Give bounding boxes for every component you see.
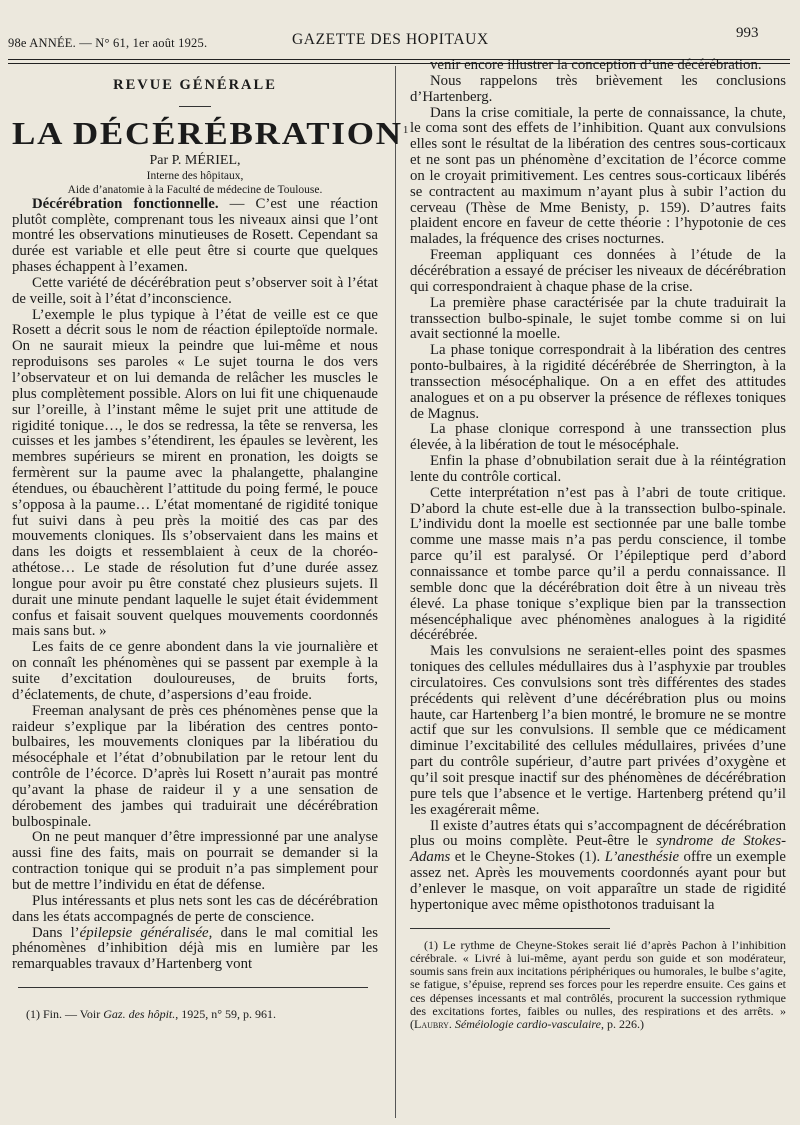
body-paragraph: Dans la crise comitiale, la perte de connaissance, la chute, le coma sont des effets de l’inhibition. Quant aux convulsions elles sont le résultat de la libération des centres sous-corticaux et ne sont pas un phénomène d’excitation de l’écorce comme on le croyait primitivement. Les centres sous-corticaux libérés se contractent au maximum n’ayant plus à subir l’action du cerveau (Thèse de Mme Benisty, p. 159). D’autres faits plaident encore en faveur de cette théorie : l’hypotonie de ces malades, la fréquence des crises nocturnes. <box>410 104 786 248</box>
lead-heading: Décérébration fonctionnelle. <box>32 195 219 212</box>
body-paragraph: Enfin la phase d’obnubilation serait due à la réintégration lente du contrôle cortical. <box>410 453 786 485</box>
body-paragraph: Cette variété de décérébration peut s’observer soit à l’état de veille, soit à l’état d’inconscience. <box>12 274 378 307</box>
footnote-left: (1) Fin. — Voir Gaz. des hôpit., 1925, n° 59, p. 961. <box>26 1007 277 1022</box>
section-title: REVUE GÉNÉRALE <box>113 77 277 93</box>
body-paragraph: L’exemple le plus typique à l’état de veille est ce que Rosett a décrit sous le nom de réaction épileptoïde normale. On ne saurait mieux la peindre que lui-même et nous reproduisons ses paroles « Le sujet tourna le dos vers l’observateur et on lui demanda de relâcher les muscles le plus complètement possible. Alors on lui fit une chiquenaude sur l’oreille, à l’instant même le sujet prit une attitude de rigidité tonique…, le dos se redressa, la tête se renversa, les cuisses et les jambes s’étendirent, les épaules se levèrent, les membres supérieurs se mirent en pronation, les doigts se fermèrent sur la paume avec la phalangette, phalangine étendues, ou ébauchèrent l’attitude du poing fermé, le pouce s’opposa à la paume… L’état momentané de rigidité tonique fut suivi dans à peu près la moitié des cas par des mouvements cloniques. Ils s’observaient dans les mains et dans les doigts et ressemblaient à ceux de la choréo-athétose… Le stade de résolution fut d’une durée assez longue pour avoir pu être constaté chez plusieurs sujets. Il durait une minute pendant laquelle le sujet était évidemment confus et faisait souvent quelques mouvements coordonnés mais sans but. » <box>12 306 378 640</box>
title-rule <box>179 106 211 107</box>
body-paragraph: Freeman analysant de près ces phénomènes pense que la raideur s’explique par la libération des centres ponto-bulbaires, les mouvements cloniques par la libératiou du mésocéphale et l’état d’obnubilation par le retour lent du contrôle de l’écorce. D’après lui Rosett n’aurait pas montré qu’avant la phase de raideur il y a une sensation de dérobement des jambes qui traduirait une décérébration bulbospinale. <box>12 702 378 830</box>
issue-info: 98e ANNÉE. — N° 61, 1er août 1925. <box>8 36 208 50</box>
body-paragraph: Plus intéressants et plus nets sont les cas de décérébration dans les états accompagnés de perte de conscience. <box>12 892 378 925</box>
body-paragraph: La phase tonique correspondrait à la libération des centres ponto-bulbaires, à la rigidité décérébrée de Sherrington, à la transsection mésocéphalique. On a en effet des attitudes analogues et on a pu observer la présence de réflexes toniques de Magnus. <box>410 342 786 422</box>
left-column <box>12 77 411 1022</box>
article-title: LA DÉCÉRÉBRATION$^1$ <box>12 115 411 152</box>
footnote-rule-right <box>410 928 610 929</box>
body-paragraph: Mais les convulsions ne seraient-elles point des spasmes toniques des cellules médullaires dus à l’asphyxie par troubles circulatoires. Ces convulsions sont très différentes des stades précédents qui relèvent d’une décérébration plus ou moins haute, car Hartenberg l’a bien montré, le bromure ne se montre actif que sur les convulsions. Il semble que ce médicament diminue l’excitabilité des cellules médullaires, privées d’une part du contrôle supérieur, d’autre part privées d’oxygène et qu’il soit presque inactif sur des phénomènes de décérébration pure tels que l’absence et le vertige. Hartenberg prétend qu’il les exagérerait même. <box>410 643 786 818</box>
lead-paragraph: Décérébration fonctionnelle. — C’est une réaction plutôt complète, comprenant tous les niveaux ainsi que l’ont montré les observations minutieuses de Rosett. Cependant sa durée est variable et elle peut être si courte que quelques phases échappent à l’examen. <box>12 195 378 276</box>
body-paragraph: On ne peut manquer d’être impressionné par une analyse aussi fine des faits, mais on pourrait se demander si la contraction tonique qui se produit n’a pas simplement pour but de mettre l’individu en état de défense. <box>12 829 378 893</box>
footnote-rule-left <box>18 987 368 988</box>
epilepsy-paragraph: Dans l’épilepsie généralisée, dans le mal comitial les phénomènes d’inhibition déjà mis en lumière par les remarquables travaux d’Hartenberg vont <box>12 924 379 973</box>
page-header <box>0 22 800 52</box>
left-body-paragraphs <box>12 276 378 926</box>
column-divider <box>395 66 396 1118</box>
closing-paragraph: Il existe d’autres états qui s’accompagnent de décérébration plus ou moins complète. Peut-être le syndrome de Stokes-Adams et le Cheyne-Stokes (1). L’anesthésie offre un exemple assez net. Après les mouvements coordonnés ayant pour but d’enlever le masque, on voit apparaître un stade de rigidité hypertonique avec même opisthotonos traduisant la <box>410 817 786 913</box>
author-affiliation-1: Interne des hôpitaux, <box>146 169 244 182</box>
body-paragraph: Nous rappelons très brièvement les conclusions d’Hartenberg. <box>410 72 786 105</box>
body-paragraph: venir encore illustrer la conception d’une décérébration. <box>430 57 762 73</box>
body-paragraph: Cette interprétation n’est pas à l’abri de toute critique. D’abord la chute est-elle due à la transsection bulbo-spinale. L’individu dont la moelle est sectionnée par une balle tombe comme une masse mais n’a pas perdu conscience, il tombe parce qu’il est paralysé. Or l’épileptique perd d’abord connaissance et tombe parce qu’il a perdu connaissance. Il semble donc que la décérébration doit être à un niveau très élevé. La phase tonique s’explique bien par la transsection mésencéphalique avec phénomènes analogues à la rigidité décérébrée. <box>410 484 786 644</box>
body-paragraph: La phase clonique correspond à une transsection plus élevée, à la libération de tout le mésocéphale. <box>410 421 786 454</box>
journal-name: GAZETTE DES HOPITAUX <box>292 31 489 48</box>
body-paragraph: Freeman appliquant ces données à l’étude de la décérébration a essayé de préciser les niveaux de décérébration qui correspondraient à chaque phase de la crise. <box>410 247 786 295</box>
right-body-paragraphs <box>410 58 786 819</box>
right-column <box>410 58 786 1032</box>
page-number: 993 <box>736 25 759 41</box>
author-byline: Par P. MÉRIEL, <box>149 152 241 168</box>
body-paragraph: La première phase caractérisée par la chute traduirait la transsection bulbo-spinale, le sujet tombe comme si on lui avait sectionné la moelle. <box>410 294 786 343</box>
footnote-right: (1) Le rythme de Cheyne-Stokes serait lié d’après Pachon à l’inhibition cérébrale. « Livré à lui-même, ayant perdu son guide et son modérateur, soumis sans frein aux incitations périphériques ou humorales, le bulbe s’agite, se fatigue, s’épuise, reprend ses forces pour les reperdre ensuite. Ces gains et ces dépenses incessants et mal contrôlés, procurent la succession rythmique des excitations fortes, faibles ou nulles, des respirations et des arrêts. » (Laubry. Séméiologie cardio-vasculaire, p. 226.) <box>410 937 786 1032</box>
body-paragraph: Les faits de ce genre abondent dans la vie journalière et on connaît les phénomènes qui se passent par exemple à la suite d’excitation douloureuses, de bruits forts, d’éclatements, de chute, d’aspersions d’eau froide. <box>12 639 378 703</box>
author-affiliation-2: Aide d’anatomie à la Faculté de médecine de Toulouse. <box>67 183 323 196</box>
title-note-mark: 1 <box>402 124 411 136</box>
